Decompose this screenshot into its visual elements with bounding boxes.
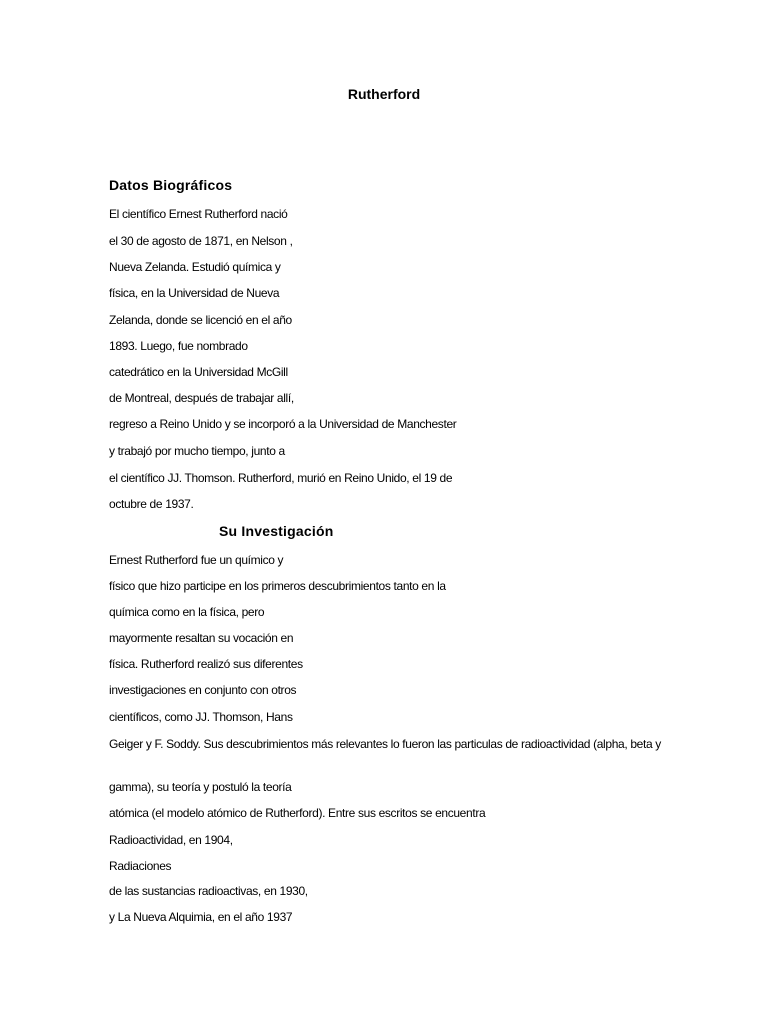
document-title: Rutherford [347, 86, 421, 102]
text-line: físico que hizo participe en los primeros descubrimientos tanto en la [109, 579, 446, 593]
section-heading-biography: Datos Biográficos [109, 177, 233, 193]
text-line: mayormente resaltan su vocación en [109, 631, 294, 645]
text-line: Zelanda, donde se licenció en el año [109, 313, 292, 327]
text-line: investigaciones en conjunto con otros [109, 683, 297, 697]
text-line: y trabajó por mucho tiempo, junto a [109, 444, 285, 458]
text-line: de las sustancias radioactivas, en 1930, [109, 884, 308, 898]
text-line: Ernest Rutherford fue un químico y [109, 553, 284, 567]
text-line: Geiger y F. Soddy. Sus descubrimientos más relevantes lo fueron las particulas de radioactividad (alpha, beta y [109, 737, 661, 751]
text-line: atómica (el modelo atómico de Rutherford). Entre sus escritos se encuentra [109, 806, 486, 820]
text-line: gamma), su teoría y postuló la teoría [109, 780, 292, 794]
text-line: Radiaciones [109, 859, 172, 873]
text-line: el científico JJ. Thomson. Rutherford, murió en Reino Unido, el 19 de [109, 471, 453, 485]
text-line: física, en la Universidad de Nueva [109, 286, 280, 300]
text-line: regreso a Reino Unido y se incorporó a la Universidad de Manchester [109, 417, 457, 431]
text-line: científicos, como JJ. Thomson, Hans [109, 710, 293, 724]
text-line: de Montreal, después de trabajar allí, [109, 391, 294, 405]
text-line: y La Nueva Alquimia, en el año 1937 [109, 910, 293, 924]
text-line: química como en la física, pero [109, 605, 265, 619]
section-heading-research: Su Investigación [219, 523, 334, 539]
text-line: el 30 de agosto de 1871, en Nelson , [109, 234, 293, 248]
text-line: octubre de 1937. [109, 497, 194, 511]
text-line: El científico Ernest Rutherford nació [109, 207, 288, 221]
text-line: 1893. Luego, fue nombrado [109, 339, 248, 353]
text-line: Radioactividad, en 1904, [109, 833, 233, 847]
text-line: Nueva Zelanda. Estudió química y [109, 260, 281, 274]
text-line: física. Rutherford realizó sus diferentes [109, 657, 303, 671]
text-line: catedrático en la Universidad McGill [109, 365, 288, 379]
